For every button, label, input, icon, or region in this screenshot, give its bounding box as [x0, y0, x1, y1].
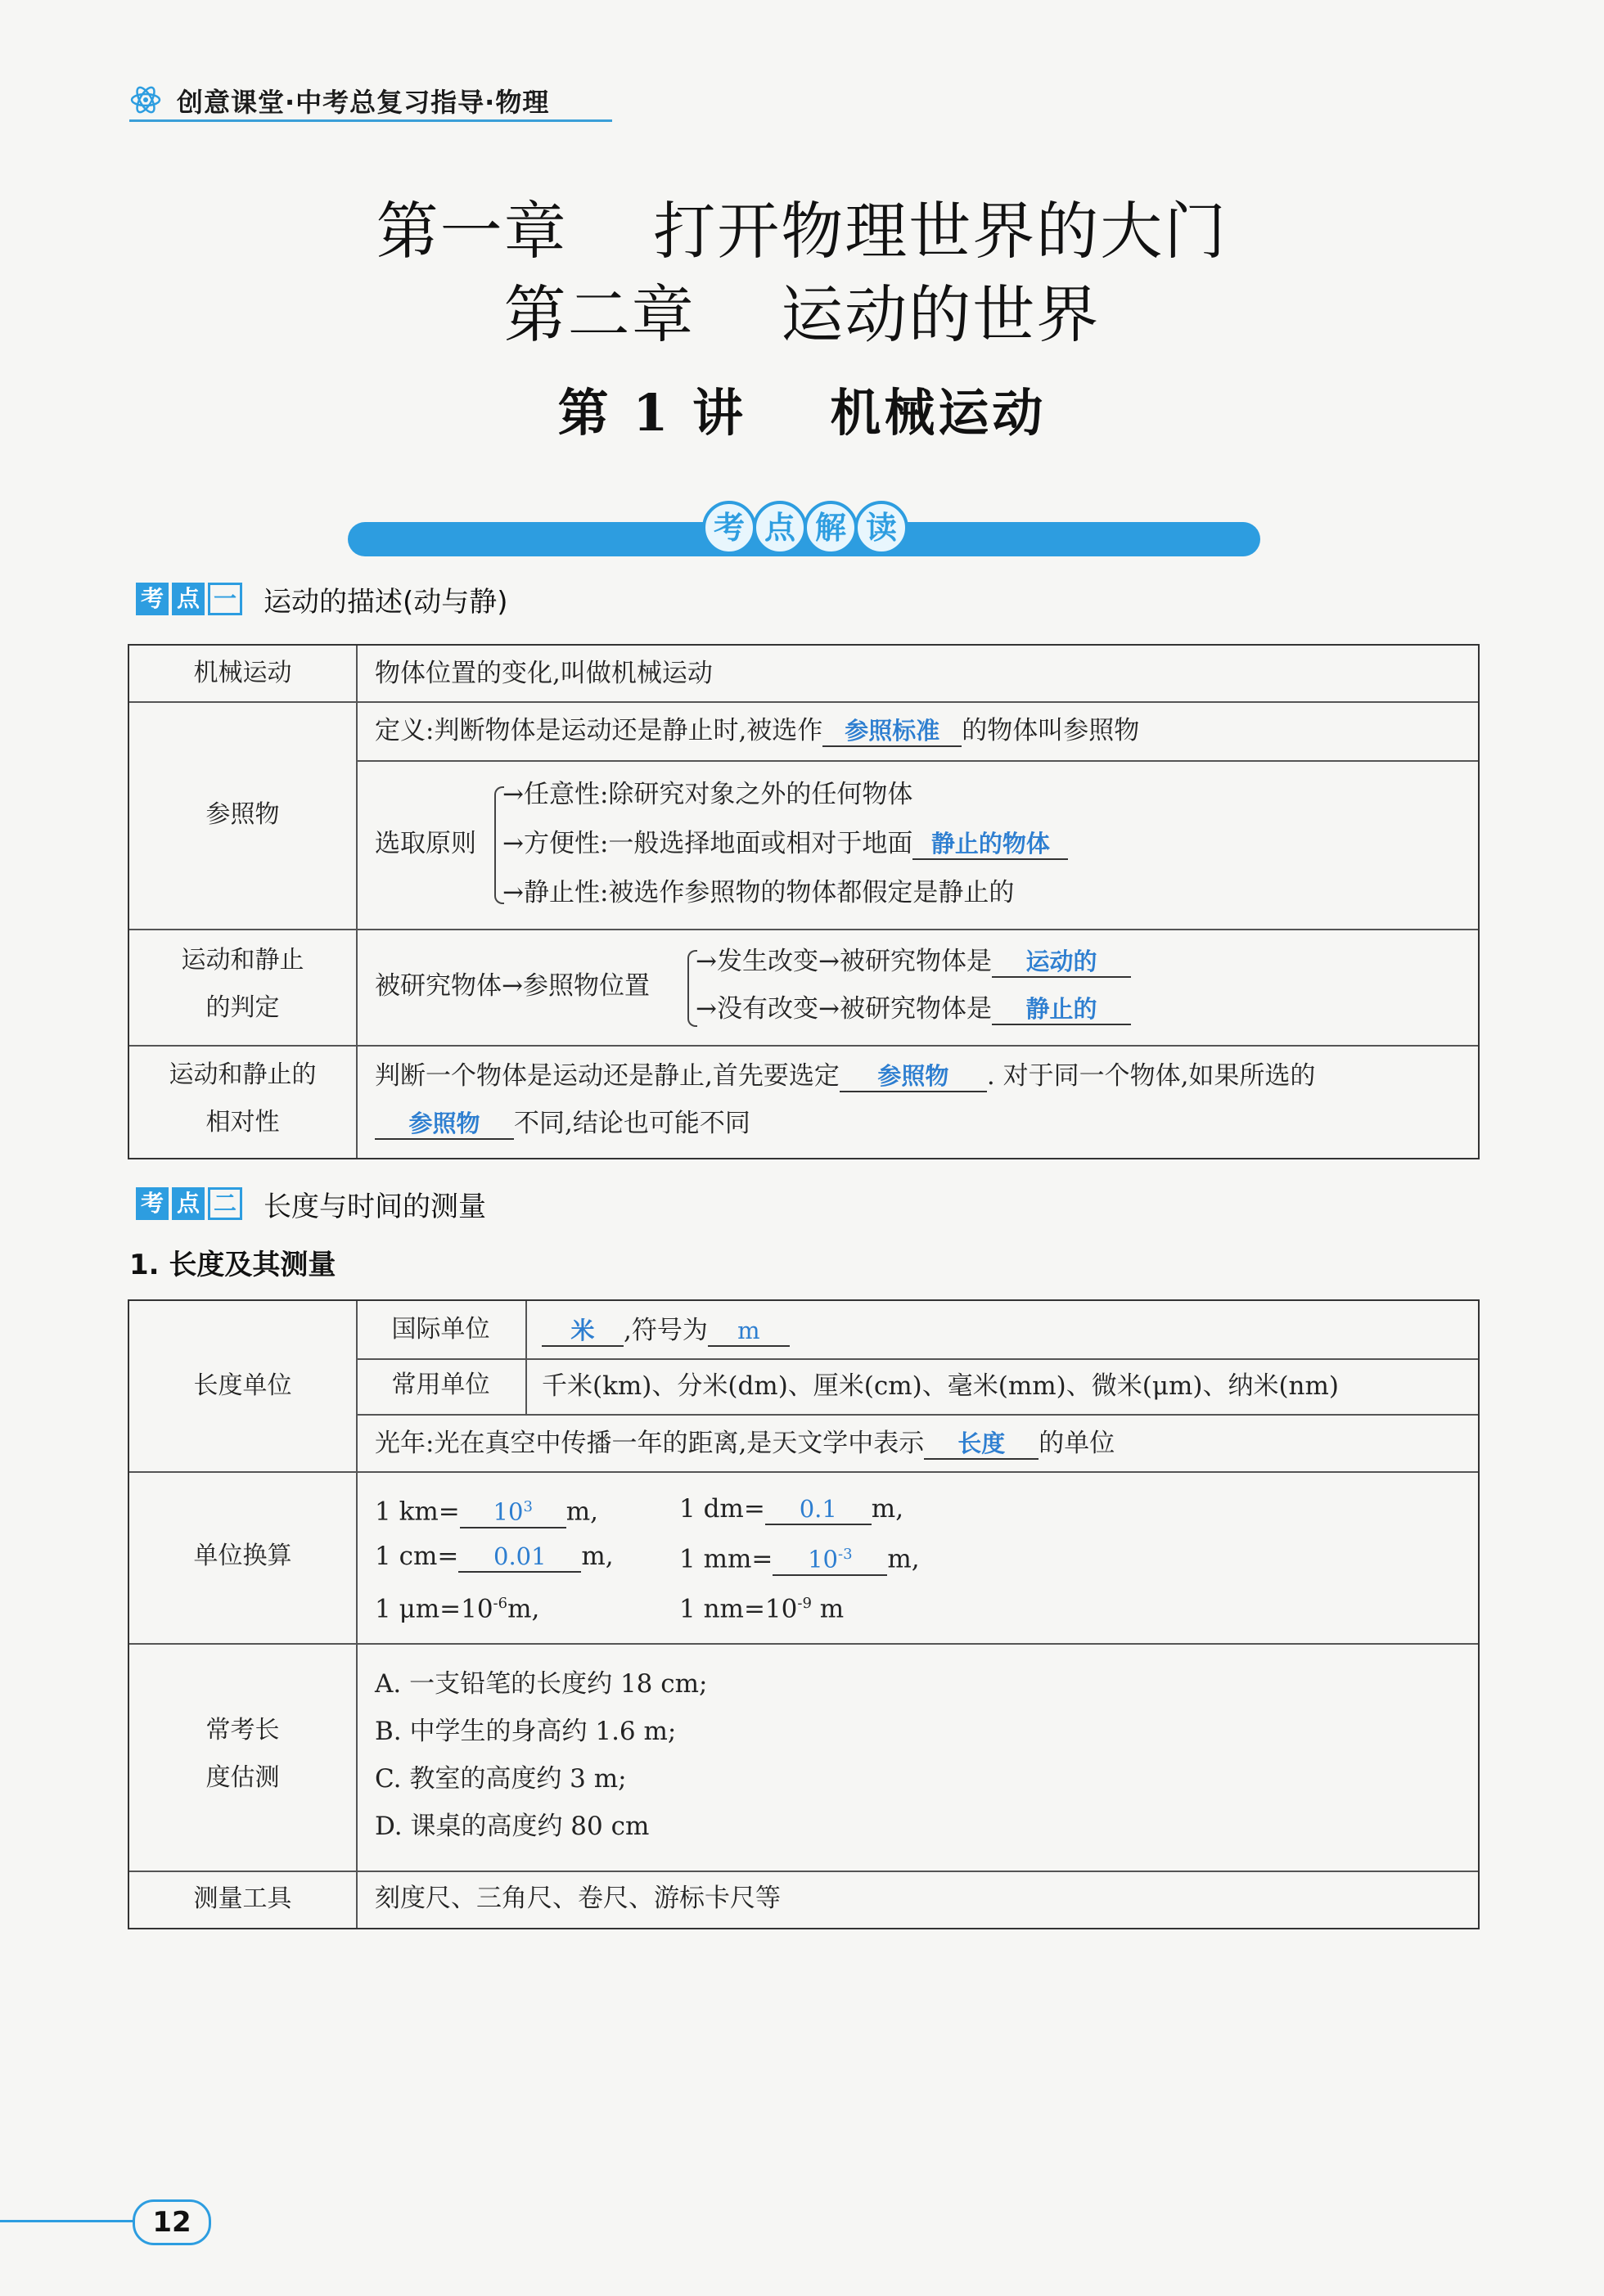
reference-definition: 定义:判断物体是运动还是静止时,被选作 参照标准 的物体叫参照物 [375, 716, 1140, 745]
conv-mm: 1 $mm= 10^{-3}$ m, [679, 1540, 920, 1576]
answer-blank: 静止的物体 [912, 829, 1068, 860]
badge-char: 考 [136, 1187, 169, 1220]
common-unit-text: 千米(km)、分米(dm)、厘米(cm)、毫米(mm)、微米(μm)、纳米(nm) [542, 1371, 1340, 1401]
badge-number: 一 [208, 583, 242, 615]
principle-static: →静止性:被选作参照物的物体都假定是静止的 [502, 878, 1015, 907]
answer-blank: 参照标准 [822, 716, 962, 747]
row-label-relativity-2: 相对性 [205, 1108, 280, 1137]
light-year-text: 光年:光在真空中传播一年的距离,是天文学中表示 长度 的单位 [375, 1429, 1115, 1458]
conv-um: 1 $\mu m=10^{-6}m$, [375, 1594, 540, 1624]
relativity-line-1: 判断一个物体是运动还是静止,首先要选定 参照物 . 对于同一个物体,如果所选的 [375, 1061, 1316, 1091]
common-unit-label: 常用单位 [391, 1371, 490, 1399]
principle-convenient: →方便性:一般选择地面或相对于地面 静止的物体 [502, 827, 1068, 860]
answer-blank: $10^{-3}$ [773, 1540, 887, 1576]
chapter-1-title: 第一章 打开物理世界的大门 [376, 195, 1228, 268]
intl-unit-label: 国际单位 [391, 1315, 490, 1344]
answer-blank: 静止的 [992, 994, 1131, 1025]
answer-blank: 米 [542, 1316, 624, 1347]
answer-blank: 参照物 [840, 1061, 987, 1092]
section-1-title: 运动的描述(动与静) [264, 585, 508, 619]
badge-char: 考 [136, 583, 169, 615]
banner-char: 读 [854, 501, 908, 555]
principle-arbitrary: →任意性:除研究对象之外的任何物体 [502, 780, 913, 809]
estimation-b: B. 中学生的身高约 1.6 m; [375, 1717, 677, 1746]
conv-cm: 1 cm= 0.01 m, [375, 1542, 614, 1571]
judge-unchanged: →没有改变→被研究物体是 静止的 [696, 993, 1131, 1025]
answer-blank: 长度 [924, 1429, 1039, 1460]
banner-char: 考 [702, 501, 756, 555]
choose-principle-label: 选取原则 [375, 829, 476, 858]
answer-blank: 参照物 [375, 1109, 514, 1140]
answer-blank: 运动的 [992, 947, 1131, 978]
series-title: 创意课堂·中考总复习指导·物理 [177, 87, 550, 118]
answer-blank: 0.01 [458, 1542, 581, 1573]
chapter-2-title: 第二章 运动的世界 [503, 278, 1101, 351]
intl-unit-text: 米 ,符号为 m [542, 1314, 790, 1347]
length-table [128, 1299, 1480, 1929]
judge-changed: →发生改变→被研究物体是 运动的 [696, 945, 1131, 978]
row-label-conversion: 单位换算 [193, 1542, 292, 1570]
lecture-title: 第 1 讲 机械运动 [557, 383, 1047, 443]
answer-blank: m [708, 1316, 790, 1347]
row-label-mechanical: 机械运动 [193, 659, 292, 687]
badge-number: 二 [208, 1187, 242, 1220]
estimation-c: C. 教室的高度约 3 m; [375, 1764, 627, 1794]
conv-nm: 1 $nm=10^{-9}$ m [679, 1594, 845, 1624]
banner-char: 点 [753, 501, 807, 555]
atom-icon [129, 83, 162, 116]
conv-dm: 1 dm= 0.1 m, [679, 1494, 904, 1524]
section-2-heading [136, 1184, 486, 1223]
banner-char: 解 [804, 501, 858, 555]
answer-blank: 0.1 [765, 1494, 872, 1525]
row-label-estimation-1: 常考长 [205, 1716, 280, 1745]
motion-table [128, 644, 1480, 1159]
estimation-a: A. 一支铅笔的长度约 18 cm; [375, 1669, 708, 1699]
page-number: 12 [133, 2199, 211, 2245]
row-label-tool: 测量工具 [193, 1884, 292, 1913]
estimation-d: D. 课桌的高度约 80 cm [375, 1812, 650, 1841]
row-label-judge-1: 运动和静止 [181, 946, 304, 975]
running-header [129, 79, 612, 122]
section-2-title: 长度与时间的测量 [264, 1190, 486, 1223]
row-label-relativity-1: 运动和静止的 [169, 1060, 317, 1089]
badge-char: 点 [172, 1187, 205, 1220]
tool-text: 刻度尺、三角尺、卷尺、游标卡尺等 [375, 1884, 781, 1913]
judge-lead: 被研究物体→参照物位置 [375, 971, 650, 1001]
badge-char: 点 [172, 583, 205, 615]
row-label-estimation-2: 度估测 [205, 1763, 280, 1792]
answer-blank: $10^3$ [460, 1492, 566, 1528]
row-label-length-unit: 长度单位 [193, 1371, 292, 1400]
section-1-heading [136, 579, 508, 619]
mechanical-definition: 物体位置的变化,叫做机械运动 [375, 659, 713, 688]
row-label-judge-2: 的判定 [205, 993, 280, 1022]
row-label-reference: 参照物 [205, 800, 280, 829]
section-banner-badge [704, 501, 907, 563]
conv-km: 1 $km= 10^3$ m, [375, 1492, 598, 1528]
relativity-line-2: 参照物 不同,结论也可能不同 [375, 1107, 750, 1140]
subsection-title: 1. 长度及其测量 [129, 1249, 336, 1281]
page-number-line [0, 2220, 143, 2222]
